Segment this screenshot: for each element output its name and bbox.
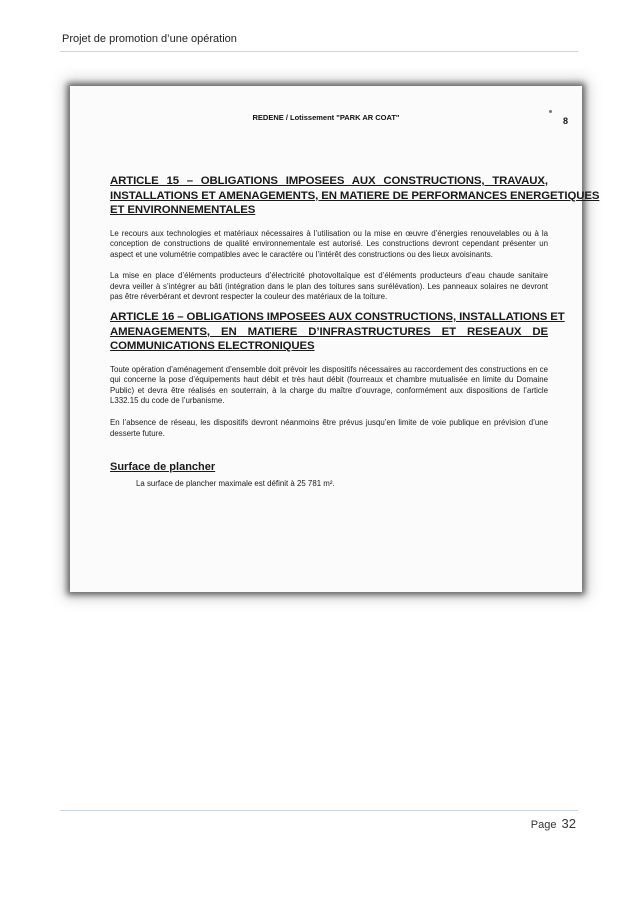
article-15-heading (110, 174, 600, 218)
scan-body (110, 174, 600, 489)
article-16-paragraph-2: En l’absence de réseau, les dispositifs devront néanmoins être prévus jusqu’en limite de voie publique en prévision d’une desserte future. (110, 417, 548, 438)
article-15-heading-line: ARTICLE 15 – OBLIGATIONS IMPOSEES AUX CONSTRUCTIONS, TRAVAUX, (110, 175, 548, 187)
surface-de-plancher-text: La surface de plancher maximale est définit à 25 781 m². (136, 479, 335, 489)
article-16-heading-line: ARTICLE 16 – OBLIGATIONS IMPOSEES AUX CONSTRUCTIONS, INSTALLATIONS ET (110, 311, 565, 324)
scanned-document-image (70, 86, 600, 592)
footer-divider (60, 810, 578, 811)
article-15-heading-line: ET ENVIRONNEMENTALES (110, 204, 256, 216)
surface-de-plancher-title: Surface de plancher (110, 461, 216, 474)
scan-speck (549, 110, 552, 113)
article-16-heading (110, 310, 565, 354)
scan-page-number: 8 (562, 116, 568, 126)
article-16-heading-line: AMENAGEMENTS, EN MATIERE D’INFRASTRUCTURES ET RESEAUX DE (110, 325, 548, 338)
article-15-paragraph-2: La mise en place d’éléments producteurs d’électricité photovoltaïque est d’éléments producteurs d’eau chaude sanitaire devra veiller à s’intégrer au bâti (intégration dans le plan des toitures sans surélévation). Les panneaux solaires ne devront pas être réverbérant et devront respecter la couleur des matériaux de la toiture. (110, 271, 548, 302)
page-number: 32 (561, 816, 576, 831)
page-footer (531, 816, 576, 831)
header-divider (60, 51, 578, 52)
page-label: Page (530, 819, 557, 831)
article-15-heading-line: INSTALLATIONS ET AMENAGEMENTS, EN MATIERE DE PERFORMANCES ENERGETIQUES (110, 189, 600, 202)
running-header: Projet de promotion d’une opération (62, 33, 237, 45)
scan-document-header: REDENE / Lotissement "PARK AR COAT" (252, 113, 400, 122)
article-16-heading-line: COMMUNICATIONS ELECTRONIQUES (110, 340, 315, 353)
article-16-paragraph-1: Toute opération d’aménagement d’ensemble doit prévoir les dispositifs nécessaires au raccordement des constructions en ce qui concerne la pose d’équipements haut débit et très haut débit (fourreaux et chambre mutualisée en limite du Domaine Public) et devra être réalisés en souterrain, à la charge du maître d’ouvrage, conformément aux dispositions de l’article L332.15 du code de l’urbanisme. (110, 364, 548, 406)
article-15-paragraph-1: Le recours aux technologies et matériaux nécessaires à l’utilisation ou la mise en œuvre d’énergies renouvelables ou à la conception de constructions de qualité environnementale est autorisé. Les constructions devront cependant présenter un aspect et une volumétrie compatibles avec le caractère ou l’intérêt des constructions ou des lieux avoisinants. (110, 228, 548, 259)
